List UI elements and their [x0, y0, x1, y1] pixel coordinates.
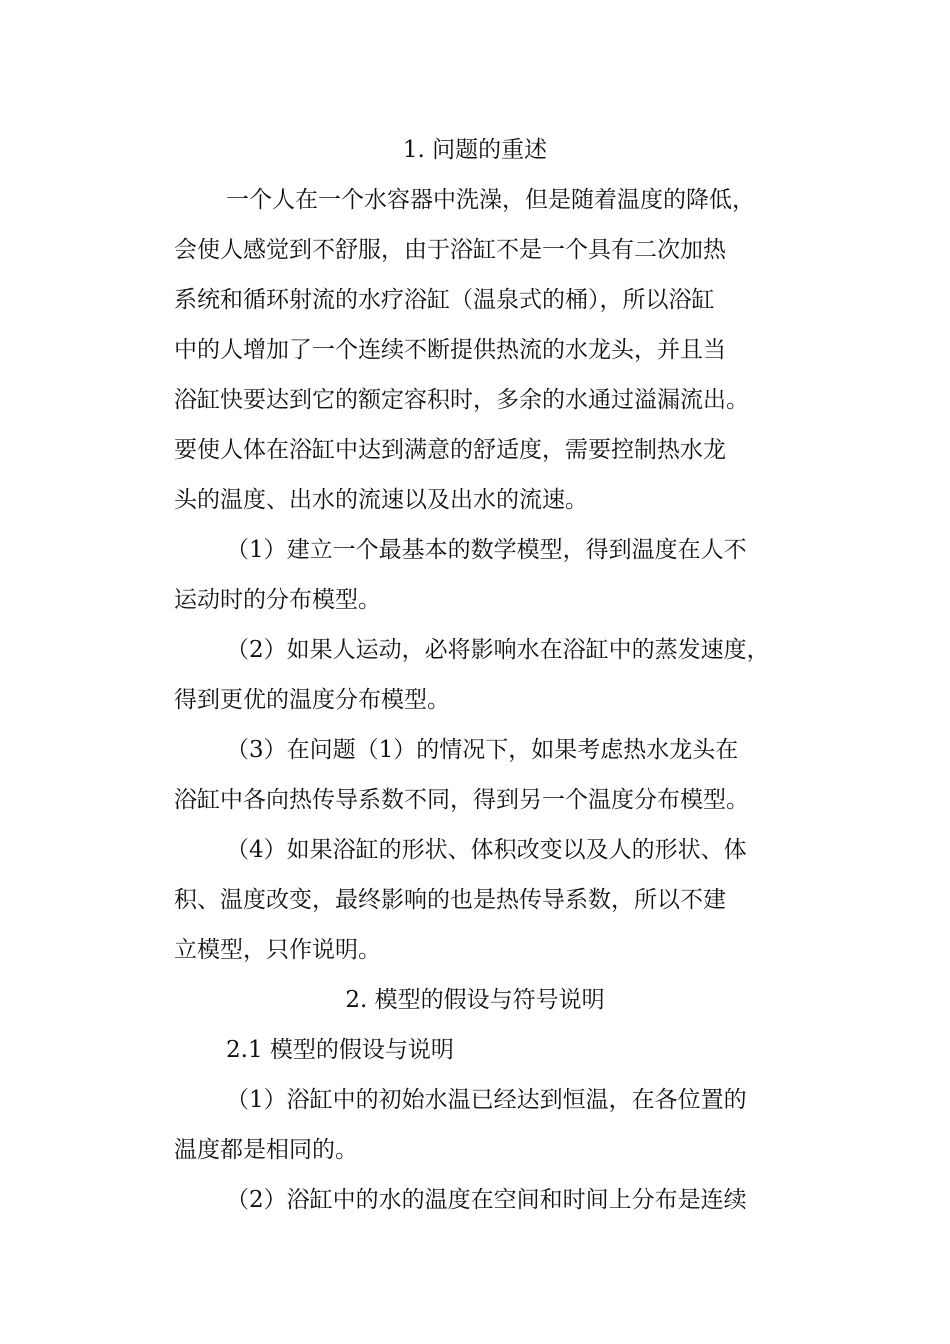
section-heading-1: 1. 问题的重述	[402, 137, 548, 163]
section-heading-2: 2. 模型的假设与符号说明	[345, 987, 605, 1013]
list-item-line: （2）浴缸中的水的温度在空间和时间上分布是连续	[226, 1187, 747, 1213]
list-item-line: （4）如果浴缸的形状、体积改变以及人的形状、体	[226, 837, 747, 863]
list-item-line: 温度都是相同的。	[174, 1137, 358, 1163]
list-item-line: 得到更优的温度分布模型。	[174, 687, 450, 713]
list-item-line: 浴缸中各向热传导系数不同，得到另一个温度分布模型。	[174, 787, 749, 813]
list-item-line: （3）在问题（1）的情况下，如果考虑热水龙头在	[226, 737, 739, 763]
paragraph-line: 系统和循环射流的水疗浴缸（温泉式的桶），所以浴缸	[174, 287, 715, 313]
paragraph-line: 会使人感觉到不舒服，由于浴缸不是一个具有二次加热	[174, 237, 726, 263]
list-item-line: 运动时的分布模型。	[174, 587, 381, 613]
paragraph-line: 头的温度、出水的流速以及出水的流速。	[174, 487, 588, 513]
list-item-line: 积、温度改变，最终影响的也是热传导系数，所以不建	[174, 887, 726, 913]
paragraph-line: 要使人体在浴缸中达到满意的舒适度，需要控制热水龙	[174, 437, 726, 463]
subsection-heading: 2.1 模型的假设与说明	[226, 1037, 454, 1063]
list-item-line: （2）如果人运动，必将影响水在浴缸中的蒸发速度，	[226, 637, 770, 663]
paragraph-line: 浴缸快要达到它的额定容积时，多余的水通过溢漏流出。	[174, 387, 749, 413]
paragraph-line: 中的人增加了一个连续不断提供热流的水龙头，并且当	[174, 337, 726, 363]
list-item-line: 立模型，只作说明。	[174, 937, 381, 963]
paragraph-line: 一个人在一个水容器中洗澡，但是随着温度的降低，	[226, 187, 755, 213]
list-item-line: （1）浴缸中的初始水温已经达到恒温，在各位置的	[226, 1087, 747, 1113]
list-item-line: （1）建立一个最基本的数学模型，得到温度在人不	[226, 537, 747, 563]
